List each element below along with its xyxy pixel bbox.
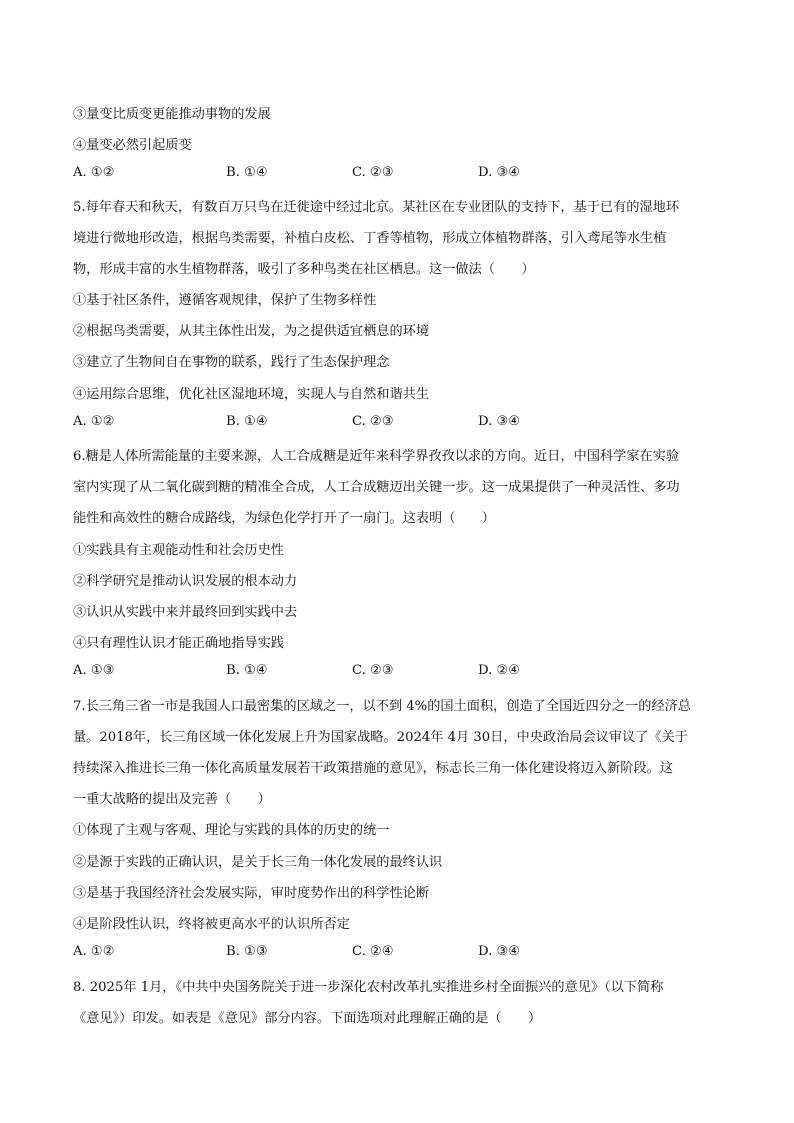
q8-stem-line-2: 《意见》）印发。如表是《意见》部分内容。下面选项对此理解正确的是（ ）: [73, 1011, 542, 1026]
q6-statement-2: ②科学研究是推动认识发展的根本动力: [73, 574, 298, 589]
q5-stem-line-1: 5.每年春天和秋天，有数百万只鸟在迁徙途中经过北京。某社区在专业团队的支持下，基于已有的湿地环: [73, 200, 680, 215]
q4-option-a: A. ①②: [73, 165, 115, 180]
q5-option-a: A. ①②: [73, 414, 115, 429]
q6-stem-line-2: 室内实现了从二氧化碳到糖的精准全合成，人工合成糖迈出关键一步。这一成果提供了一种灵活性、多功: [73, 480, 680, 495]
q4-option-d: D. ③④: [478, 165, 521, 180]
q6-option-c: C. ②③: [352, 663, 394, 678]
q7-options: [73, 944, 723, 964]
q7-statement-1: ①体现了主观与客观、理论与实践的具体的历史的统一: [73, 823, 390, 838]
q4-option-b: B. ①④: [226, 165, 268, 180]
q5-statement-2: ②根据鸟类需要，从其主体性出发，为之提供适宜栖息的环境: [73, 324, 430, 339]
q5-option-b: B. ①④: [226, 414, 268, 429]
q6-options: [73, 663, 723, 683]
q8-stem-line-1: 8. 2025年 1月，《中共中央国务院关于进一步深化农村改革扎实推进乡村全面振兴的意见》（以下简称: [73, 980, 664, 995]
q5-stem-line-3: 物，形成丰富的水生植物群落，吸引了多种鸟类在社区栖息。这一做法（ ）: [73, 262, 535, 277]
q4-options: [73, 165, 723, 185]
q5-statement-1: ①基于社区条件，遵循客观规律，保护了生物多样性: [73, 293, 377, 308]
q4-statement-4: ④量变必然引起质变: [73, 138, 192, 153]
q4-statement-3: ③量变比质变更能推动事物的发展: [73, 107, 271, 122]
q7-stem-line-3: 持续深入推进长三角一体化高质量发展若干政策措施的意见》，标志长三角一体化建设将迈入新阶段。这: [73, 761, 674, 776]
q5-option-c: C. ②③: [352, 414, 394, 429]
q6-statement-1: ①实践具有主观能动性和社会历史性: [73, 543, 284, 558]
q7-statement-2: ②是源于实践的正确认识，是关于长三角一体化发展的最终认识: [73, 855, 443, 870]
q7-statement-3: ③是基于我国经济社会发展实际，审时度势作出的科学性论断: [73, 886, 430, 901]
q6-stem-line-1: 6.糖是人体所需能量的主要来源，人工合成糖是近年来科学界孜孜以求的方向。近日，中国科学家在实验: [73, 449, 680, 464]
q6-stem-line-3: 能性和高效性的糖合成路线，为绿色化学打开了一扇门。这表明（ ）: [73, 511, 495, 526]
q5-options: [73, 414, 723, 434]
q6-statement-4: ④只有理性认识才能正确地指导实践: [73, 636, 284, 651]
q6-option-b: B. ①④: [226, 663, 268, 678]
q7-option-a: A. ①②: [73, 944, 115, 959]
q7-option-c: C. ②④: [352, 944, 394, 959]
q7-stem-line-1: 7.长三角三省一市是我国人口最密集的区域之一，以不到 4%的国土面积，创造了全国近四分之一的经济总: [73, 699, 691, 714]
q7-stem-line-2: 量。2018年，长三角区域一体化发展上升为国家战略。2024年 4月 30日，中央政治局会议审议了《关于: [73, 730, 688, 745]
q7-statement-4: ④是阶段性认识，终将被更高水平的认识所否定: [73, 917, 350, 932]
q5-statement-4: ④运用综合思维，优化社区湿地环境，实现人与自然和谐共生: [73, 387, 430, 402]
q6-option-d: D. ②④: [478, 663, 521, 678]
q4-option-c: C. ②③: [352, 165, 394, 180]
q6-statement-3: ③认识从实践中来并最终回到实践中去: [73, 605, 298, 620]
q7-option-b: B. ①③: [226, 944, 268, 959]
q5-statement-3: ③建立了生物间自在事物的联系，践行了生态保护理念: [73, 355, 390, 370]
q6-option-a: A. ①③: [73, 663, 115, 678]
q5-stem-line-2: 境进行微地形改造，根据鸟类需要，补植白皮松、丁香等植物，形成立体植物群落，引入鸢尾等水生植: [73, 231, 667, 246]
q7-option-d: D. ③④: [478, 944, 521, 959]
q5-option-d: D. ③④: [478, 414, 521, 429]
q7-stem-line-4: 一重大战略的提出及完善（ ）: [73, 792, 271, 807]
